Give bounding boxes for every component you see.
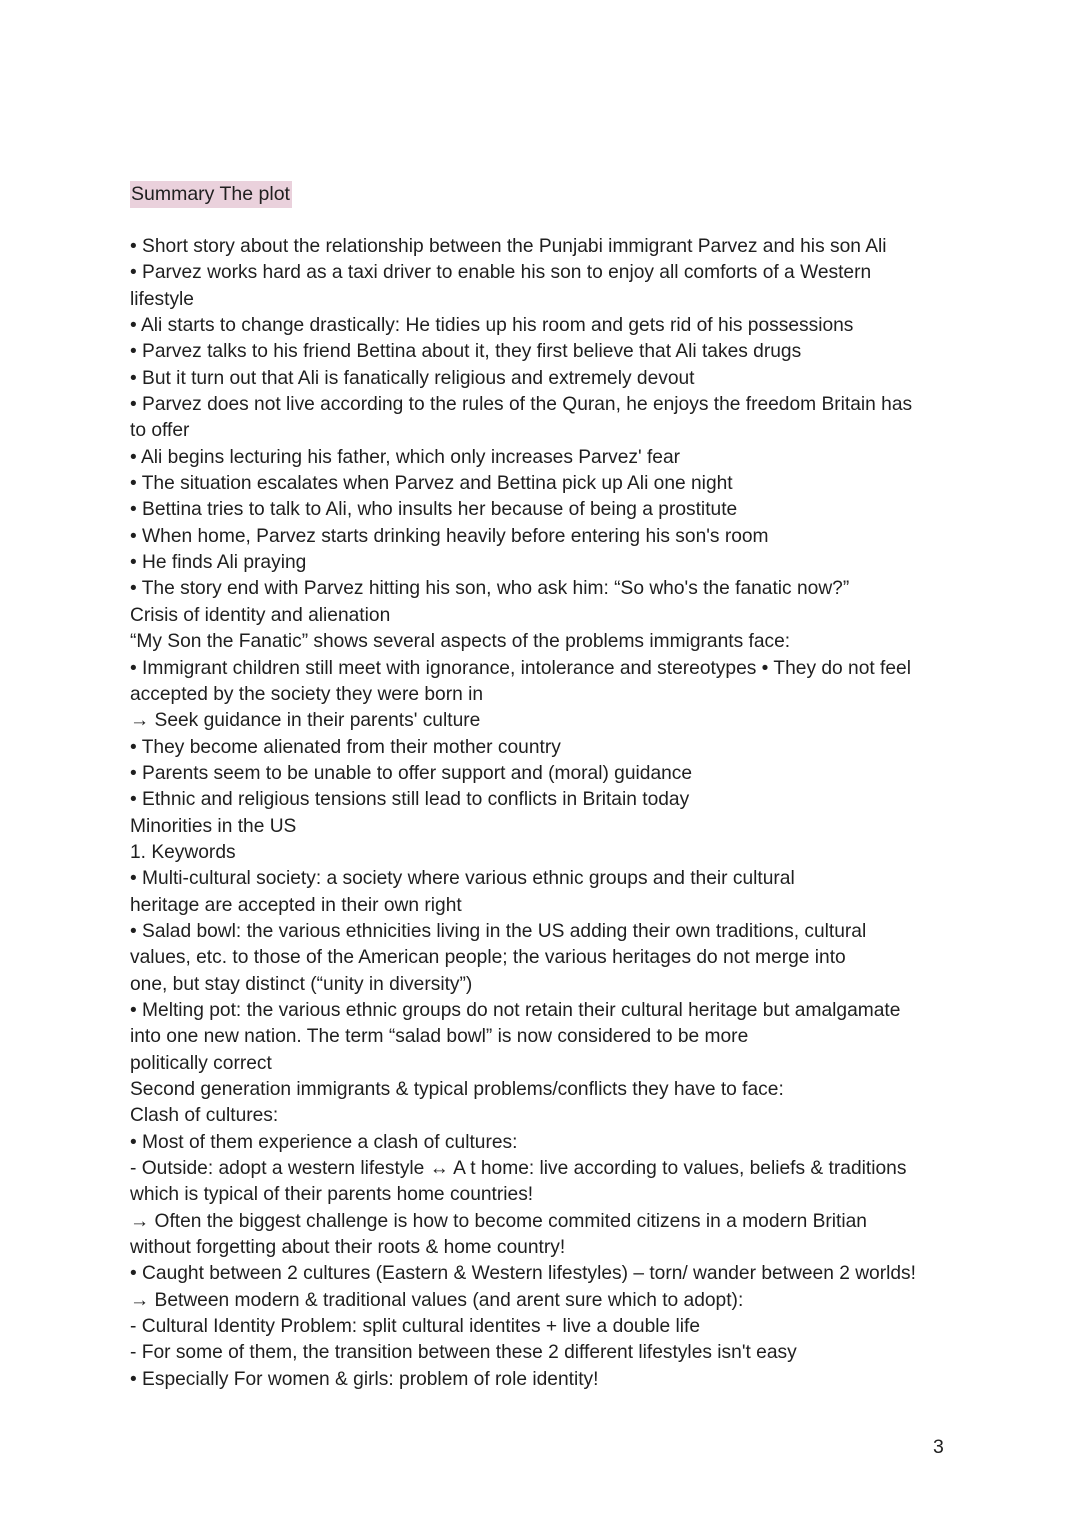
text-line: • Parvez does not live according to the rules of the Quran, he enjoys the freedom Britain has bbox=[130, 394, 913, 416]
text-line: • Short story about the relationship between the Punjabi immigrant Parvez and his son Ali bbox=[130, 236, 887, 257]
text-line: • He finds Ali praying bbox=[130, 552, 307, 574]
text-line: • Multi-cultural society: a society where various ethnic groups and their cultural bbox=[130, 868, 795, 890]
text-line: 1. Keywords bbox=[130, 841, 236, 863]
text-line: • Parvez talks to his friend Bettina about it, they first believe that Ali takes drugs bbox=[130, 341, 802, 363]
text-line: • Ali begins lecturing his father, which only increases Parvez' fear bbox=[130, 446, 681, 468]
text-line: - For some of them, the transition between these 2 different lifestyles isn't easy bbox=[130, 1342, 797, 1364]
text-line: values, etc. to those of the American people; the various heritages do not merge into bbox=[130, 947, 846, 969]
document-body bbox=[130, 234, 960, 1393]
text-line: • But it turn out that Ali is fanatically religious and extremely devout bbox=[130, 367, 695, 389]
text-line: • Most of them experience a clash of cultures: bbox=[130, 1131, 518, 1153]
text-line: • Salad bowl: the various ethnicities living in the US adding their own traditions, cultural bbox=[130, 920, 867, 942]
text-line: - Cultural Identity Problem: split cultural identites + live a double life bbox=[130, 1316, 701, 1338]
text-line: → Between modern & traditional values (and arent sure which to adopt): bbox=[130, 1289, 744, 1311]
text-line: heritage are accepted in their own right bbox=[130, 894, 462, 916]
text-line: “My Son the Fanatic” shows several aspects of the problems immigrants face: bbox=[130, 631, 791, 653]
text-line: • Parvez works hard as a taxi driver to enable his son to enjoy all comforts of a Western bbox=[130, 262, 872, 284]
text-line: • Caught between 2 cultures (Eastern & Western lifestyles) – torn/ wander between 2 worlds! bbox=[130, 1263, 916, 1285]
text-line: Crisis of identity and alienation bbox=[130, 604, 391, 626]
text-line: accepted by the society they were born in bbox=[130, 683, 484, 705]
text-line: • When home, Parvez starts drinking heavily before entering his son's room bbox=[130, 525, 769, 547]
text-line: • Ethnic and religious tensions still lead to conflicts in Britain today bbox=[130, 789, 690, 811]
text-line: • Melting pot: the various ethnic groups do not retain their cultural heritage but amalgamate bbox=[130, 999, 901, 1021]
text-line: one, but stay distinct (“unity in diversity”) bbox=[130, 973, 473, 995]
text-line: • Bettina tries to talk to Ali, who insults her because of being a prostitute bbox=[130, 499, 738, 521]
text-line: • Especially For women & girls: problem of role identity! bbox=[130, 1368, 599, 1390]
text-line: • The story end with Parvez hitting his son, who ask him: “So who's the fanatic now?” bbox=[130, 578, 850, 600]
text-line: lifestyle bbox=[130, 288, 194, 310]
text-line: • Parents seem to be unable to offer support and (moral) guidance bbox=[130, 762, 693, 784]
text-line: • They become alienated from their mother country bbox=[130, 736, 561, 758]
text-line: which is typical of their parents home countries! bbox=[130, 1184, 534, 1206]
text-line: • Immigrant children still meet with ignorance, intolerance and stereotypes • They do not feel bbox=[130, 657, 911, 679]
text-line: Minorities in the US bbox=[130, 815, 297, 837]
text-line: Second generation immigrants & typical problems/conflicts they have to face: bbox=[130, 1079, 784, 1100]
page-number: 3 bbox=[933, 1436, 944, 1458]
text-line: to offer bbox=[130, 420, 190, 442]
text-line: → Often the biggest challenge is how to become commited citizens in a modern Britian bbox=[130, 1210, 867, 1232]
text-line: • Ali starts to change drastically: He tidies up his room and gets rid of his possessions bbox=[130, 315, 854, 337]
text-line: • The situation escalates when Parvez and Bettina pick up Ali one night bbox=[130, 473, 733, 495]
text-line: → Seek guidance in their parents' culture bbox=[130, 710, 481, 732]
section-heading: Summary The plot bbox=[130, 181, 292, 208]
text-line: into one new nation. The term “salad bowl” is now considered to be more bbox=[130, 1026, 749, 1048]
text-line: politically correct bbox=[130, 1052, 272, 1074]
text-line: without forgetting about their roots & home country! bbox=[130, 1237, 566, 1259]
text-line: Clash of cultures: bbox=[130, 1105, 279, 1127]
text-line: - Outside: adopt a western lifestyle ↔ A t home: live according to values, beliefs & traditions bbox=[130, 1158, 907, 1180]
